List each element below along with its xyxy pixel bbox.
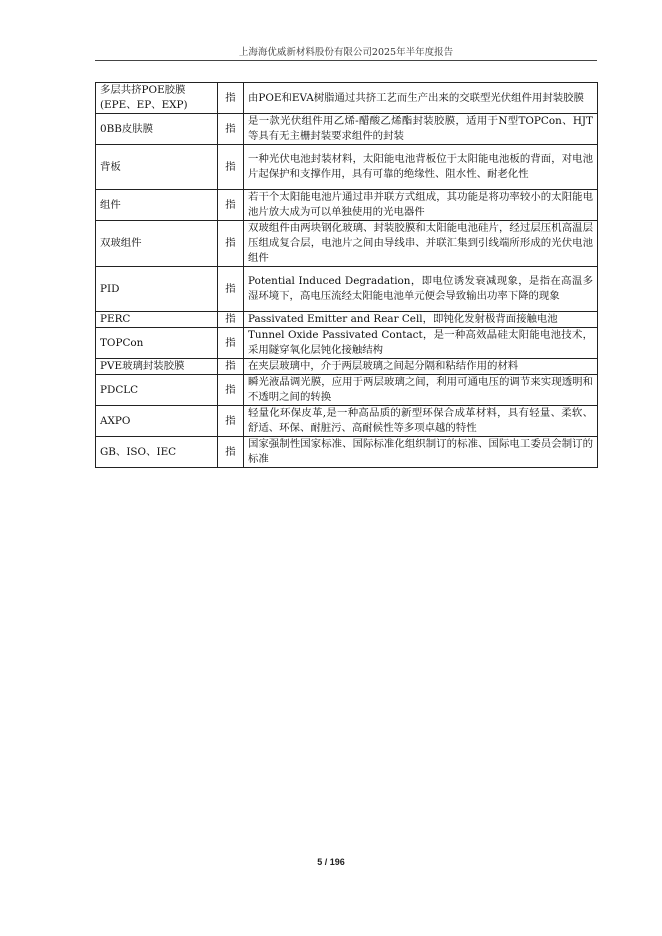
definitions-table-body [96, 83, 598, 468]
description-cell: 若干个太阳能电池片通过串并联方式组成，其功能是将功率较小的太阳能电池片放大成为可以单独使用的光电器件 [244, 190, 598, 221]
page-header: 上海海优威新材料股份有限公司2025年半年度报告 [238, 47, 454, 58]
description-cell: 瞬光液晶调光膜，应用于两层玻璃之间，利用可通电压的调节来实现透明和不透明之间的转换 [244, 375, 598, 406]
description-cell: Potential Induced Degradation，即电位诱发衰减现象，是指在高温多湿环境下，高电压流经太阳能电池单元便会导致输出功率下降的现象 [244, 267, 598, 312]
term-cell: 组件 [96, 190, 218, 221]
ref-cell: 指 [218, 145, 244, 190]
term-cell: 0BB皮肤膜 [96, 114, 218, 145]
table-row [96, 267, 598, 312]
description-cell: 是一款光伏组件用乙烯-醋酸乙烯酯封装胶膜，适用于N型TOPCon、HJT等具有无主栅封装要求组件的封装 [244, 114, 598, 145]
term-cell: 多层共挤POE胶膜(EPE、EP、EXP) [96, 83, 218, 114]
description-cell: 在夹层玻璃中，介于两层玻璃之间起分隔和粘结作用的材料 [244, 359, 598, 375]
description-cell: Passivated Emitter and Rear Cell，即钝化发射极背面接触电池 [244, 312, 598, 328]
table-row [96, 190, 598, 221]
term-cell: PDCLC [96, 375, 218, 406]
ref-cell: 指 [218, 328, 244, 359]
table-row [96, 406, 598, 437]
term-cell: PVE玻璃封装胶膜 [96, 359, 218, 375]
term-cell: AXPO [96, 406, 218, 437]
description-cell: 双玻组件由两块钢化玻璃、封装胶膜和太阳能电池硅片，经过层压机高温层压组成复合层，电池片之间由导线串、并联汇集到引线端所形成的光伏电池组件 [244, 221, 598, 267]
table-row [96, 328, 598, 359]
ref-cell: 指 [218, 312, 244, 328]
table-row [96, 114, 598, 145]
ref-cell: 指 [218, 375, 244, 406]
table-row [96, 83, 598, 114]
term-cell: GB、ISO、IEC [96, 437, 218, 468]
ref-cell: 指 [218, 267, 244, 312]
description-cell: 一种光伏电池封装材料，太阳能电池背板位于太阳能电池板的背面，对电池片起保护和支撑作用，具有可靠的绝缘性、阻水性、耐老化性 [244, 145, 598, 190]
description-cell: Tunnel Oxide Passivated Contact，是一种高效晶硅太阳能电池技术，采用隧穿氧化层钝化接触结构 [244, 328, 598, 359]
table-row [96, 145, 598, 190]
ref-cell: 指 [218, 406, 244, 437]
term-cell: 背板 [96, 145, 218, 190]
table-row [96, 359, 598, 375]
ref-cell: 指 [218, 221, 244, 267]
term-cell: TOPCon [96, 328, 218, 359]
ref-cell: 指 [218, 114, 244, 145]
term-cell: PID [96, 267, 218, 312]
description-cell: 国家强制性国家标准、国际标准化组织制订的标准、国际电工委员会制订的标准 [244, 437, 598, 468]
ref-cell: 指 [218, 437, 244, 468]
ref-cell: 指 [218, 190, 244, 221]
header-divider [95, 60, 597, 61]
term-cell: PERC [96, 312, 218, 328]
ref-cell: 指 [218, 83, 244, 114]
table-row [96, 375, 598, 406]
table-row [96, 221, 598, 267]
table-row [96, 437, 598, 468]
table-row [96, 312, 598, 328]
page-number: 5 / 196 [317, 857, 345, 867]
description-cell: 轻量化环保皮革,是一种高品质的新型环保合成革材料，具有轻量、柔软、舒适、环保、耐脏污、高耐候性等多项卓越的特性 [244, 406, 598, 437]
term-cell: 双玻组件 [96, 221, 218, 267]
definitions-table [95, 82, 598, 468]
description-cell: 由POE和EVA树脂通过共挤工艺而生产出来的交联型光伏组件用封装胶膜 [244, 83, 598, 114]
ref-cell: 指 [218, 359, 244, 375]
